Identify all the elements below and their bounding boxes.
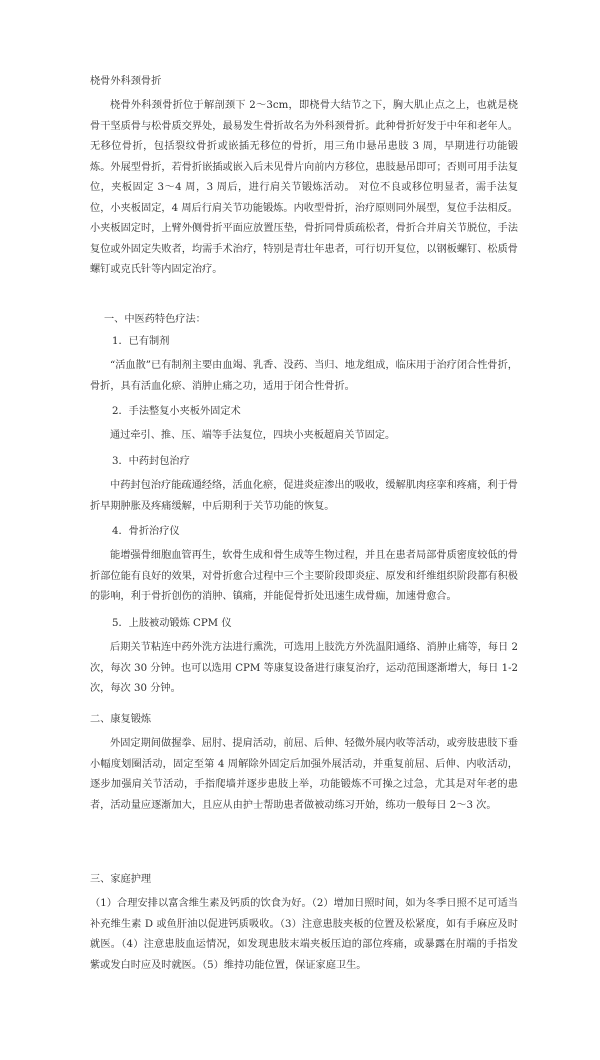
item-text-cpm: 后期关节粘连中药外洗方法进行熏洗，可选用上肢洗方外洗温阳通络、消肿止痛等，每日 2 次，每次 30 分钟。也可以选用 CPM 等康复设备进行康复治疗，运动范围逐渐增大，每日 1-2 次，每次 30 分钟。 [90, 642, 518, 694]
item-text-herbal-pack: 中药封包治疗能疏通经络，活血化瘀，促进炎症渗出的吸收，缓解肌肉痉挛和疼痛，利于骨折早期肿胀及疼痛缓解，中后期利于关节功能的恢复。 [90, 480, 518, 512]
rehab-paragraph: 外固定期间做握拳、屈肘、提肩活动，前屈、后伸、轻微外展内收等活动，或旁肢患肢下垂小幅度划圈活动，固定至第 4 周解除外固定后加强外展活动，并重复前屈、后伸、内收活动，逐步加强肩关节活动，手指爬墙并逐步患肢上举，功能锻炼不可操之过急，尤其是对年老的患者，活动量应逐渐加大，且应从由护士帮助患者做被动练习开始，练功一般每日 2～3 次。 [90, 738, 518, 811]
section-heading-rehab: 二、康复锻炼 [90, 714, 152, 725]
item-title-herbal-pack: 3．中药封包治疗 [112, 456, 190, 467]
item-title-fracture-device: 4．骨折治疗仪 [112, 526, 180, 537]
document-title: 桡骨外科颈骨折 [90, 76, 162, 87]
item-title-manual-reduction: 2．手法整复小夹板外固定术 [112, 406, 241, 417]
item-title-cpm: 5．上肢被动锻炼 CPM 仪 [112, 618, 232, 629]
section-heading-home-care: 三、家庭护理 [90, 874, 152, 885]
item-title-preparation: 1．已有制剂 [112, 336, 170, 347]
item-text-preparation: “活血散”已有制剂主要由血竭、乳香、没药、当归、地龙组成，临床用于治疗闭合性骨折，骨折，具有活血化瘀、消肿止痛之功，适用于闭合性骨折。 [90, 360, 518, 392]
item-text-fracture-device: 能增强骨细胞血管再生，软骨生成和骨生成等生物过程，并且在患者局部骨质密度较低的骨折部位能有良好的效果，对骨折愈合过程中三个主要阶段即炎症、原发和纤维组织阶段都有积极的影响，利于骨折创伤的消肿、镇痛，并能促骨折处迅速生成骨痂，加速骨愈合。 [90, 550, 518, 602]
item-text-manual-reduction: 通过牵引、推、压、端等手法复位，四块小夹板超肩关节固定。 [110, 430, 396, 441]
section-heading-tcm: 一、中医药特色疗法： [104, 314, 206, 325]
home-care-paragraph: （1）合理安排以富含维生素及钙质的饮食为好。（2）增加日照时间，如为冬季日照不足可适当补充维生素 D 或鱼肝油以促进钙质吸收。（3）注意患肢夹板的位置及松紧度，如有手麻应及时就医。（4）注意患肢血运情况，如发现患肢末端夹板压迫的部位疼痛，或暴露在肘端的手指发紫或发白时应及时就医。（5）维持功能位置，保证家庭卫生。 [90, 898, 518, 971]
intro-paragraph: 桡骨外科颈骨折位于解剖颈下 2～3cm，即桡骨大结节之下，胸大肌止点之上，也就是桡骨干坚质骨与松骨质交界处，最易发生骨折故名为外科颈骨折。此种骨折好发于中年和老年人。无移位骨折，包括裂纹骨折或嵌插无移位的骨折，用三角巾悬吊患肢 3 周，早期进行功能锻炼。外展型骨折，若骨折嵌插或嵌入后未见骨片向前内方移位，患肢悬吊即可；否则可用手法复位，夹板固定 3～4 周，3 周后，进行肩关节锻炼活动。 对位不良或移位明显者，需手法复位，小夹板固定，4 周后行肩关节功能锻炼。内收型骨折，治疗原则同外展型，复位手法相反。小夹板固定时，上臂外侧骨折平面应放置压垫，骨折同骨质疏松者，骨折合并肩关节脱位，手法复位或外固定失败者，均需手术治疗，特别是青壮年患者，可行切开复位，以钢板螺钉、松质骨螺钉或克氏针等内固定治疗。 [90, 100, 518, 275]
